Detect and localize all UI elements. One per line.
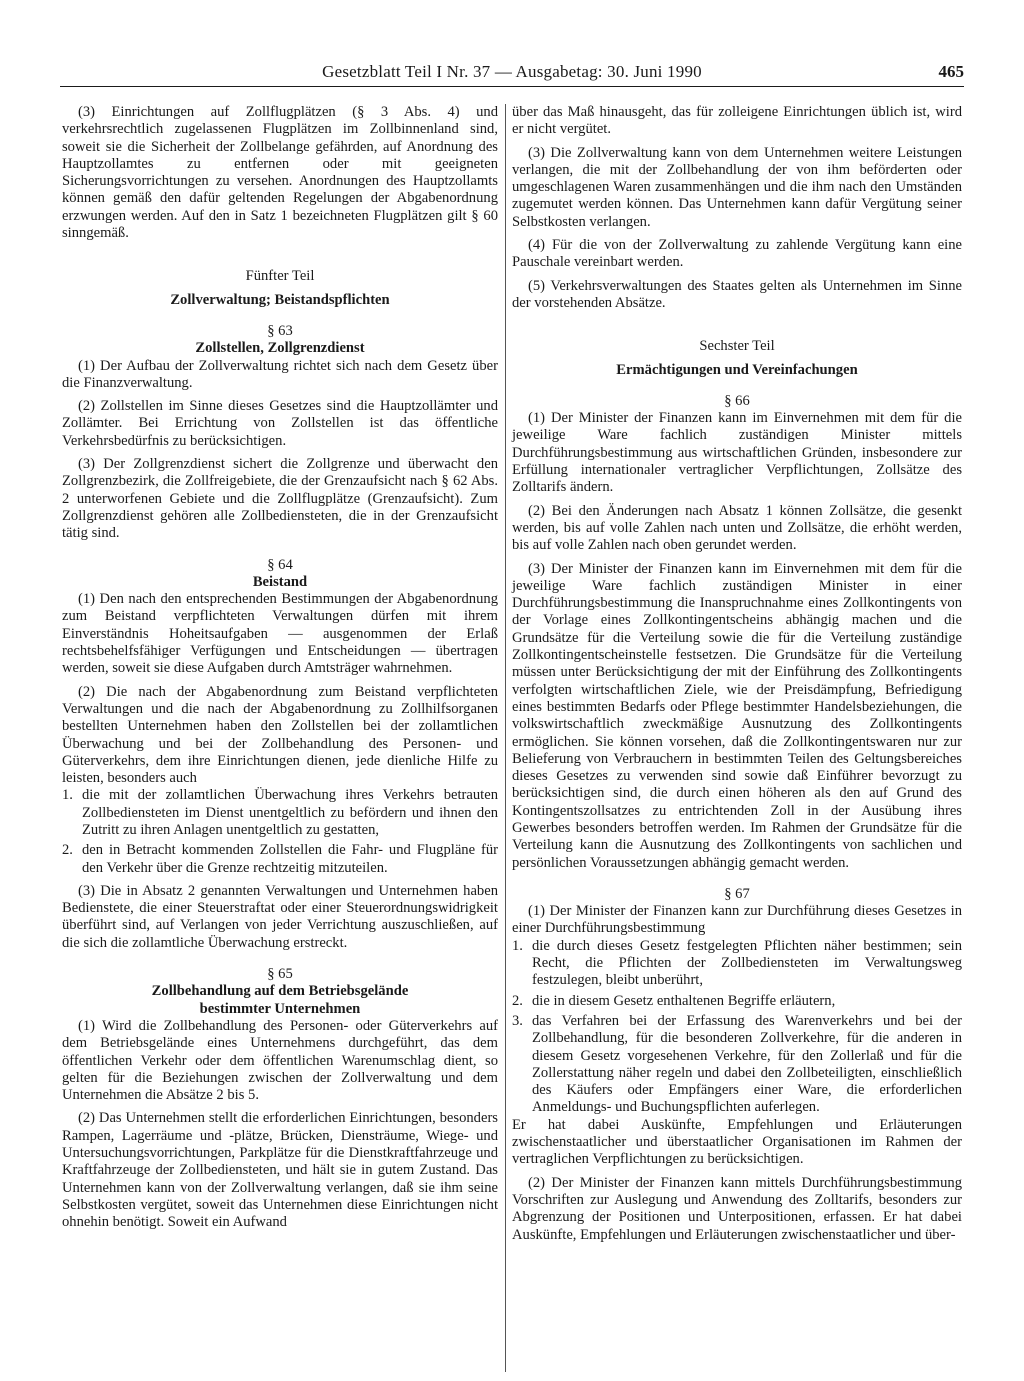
- paragraph: (1) Den nach den entsprechenden Bestimmungen der Abgabenordnung zum Beistand verpflichteten Verwaltungen dürfen mit ihrem Einverständnis Hoheitsaufgaben — ausgenommen der Erlaß rechtsbehelfsfähiger Verfügungen und Entscheidungen — übertragen werden, soweit sie diese Aufgaben durch Amtsträger wahrnehmen.: [62, 591, 498, 677]
- paragraph: (5) Verkehrsverwaltungen des Staates gelten als Unternehmen im Sinne der vorstehenden Absätze.: [512, 277, 962, 311]
- section-number: § 66: [724, 392, 750, 409]
- section-number: § 67: [724, 885, 750, 902]
- paragraph: Er hat dabei Auskünfte, Empfehlungen und Erläuterungen zwischenstaatlicher und überstaatlicher Organisationen im Rahmen der vertraglichen Verpflichtungen zu berücksichtigen.: [512, 1116, 962, 1168]
- paragraph: (2) Das Unternehmen stellt die erforderlichen Einrichtungen, besonders Rampen, Lagerräume und -plätze, Brücken, Diensträume, Wiege- und Untersuchungsvorrichtungen, Parkplätze für die Dienstkraftfahrzeuge und Kraftfahrzeuge der Zollbediensteten, und hält sie in gutem Zustand. Das Unternehmen kann von der Zollverwaltung verlangen, daß sie ihm seine Selbstkosten vergütet, soweit das Unternehmen diese Einrichtungen nicht ohnehin benötigt. Soweit ein Aufwand: [62, 1110, 498, 1231]
- list-item-number: 2.: [62, 842, 73, 859]
- list-item: [62, 787, 498, 839]
- paragraph: (1) Der Minister der Finanzen kann zur Durchführung dieses Gesetzes in einer Durchführungsbestimmung: [512, 903, 962, 937]
- section-title: Zollstellen, Zollgrenzdienst: [195, 340, 365, 357]
- paragraph: (1) Wird die Zollbehandlung des Personen- oder Güterverkehrs auf dem Betriebsgelände eines Unternehmens durchgeführt, das dem öffentlichen Verkehr oder dem öffentlichen Warenumschlag dient, so gelten für die Beziehungen zwischen der Zollverwaltung und dem Unternehmen die Absätze 2 bis 5.: [62, 1017, 498, 1104]
- list-item-text: den in Betracht kommenden Zollstellen die Fahr- und Flugpläne für den Verkehr über die Grenze rechtzeitig mitzuteilen.: [82, 842, 498, 876]
- paragraph: (4) Für die von der Zollverwaltung zu zahlende Vergütung kann eine Pauschale vereinbart werden.: [512, 237, 962, 271]
- list-item-number: 2.: [512, 992, 523, 1009]
- list-item-text: die in diesem Gesetz enthaltenen Begriffe erläutern,: [532, 992, 836, 1009]
- paragraph: (3) Der Zollgrenzdienst sichert die Zollgrenze und überwacht den Zollgrenzbezirk, die Zollfreigebiete, die der Grenzaufsicht nach § 62 Abs. 2 unterworfenen Gebiete und die Zollflugplätze (Grenzaufsicht). Zum Zollgrenzdienst gehören alle Zollbediensteten, die in der Grenzaufsicht tätig sind.: [62, 456, 498, 542]
- list-item-text: die mit der zollamtlichen Überwachung ihres Verkehrs betrauten Zollbediensteten im Dienst unentgeltlich zu befördern und ihnen den Zutritt zu ihren Anlagen unentgeltlich zu gestatten,: [82, 787, 498, 838]
- paragraph: (3) Der Minister der Finanzen kann im Einvernehmen mit dem für die jeweilige Ware fachlich zuständigen Minister in einer Durchführungsbestimmung die Inanspruchnahme eines Zollkontingents von der Vorlage eines Zollkontingentscheins abhängig machen und die Grundsätze für die Verteilung sowie die für die Verteilung zuständige Zollkontingentscheinstelle festsetzen. Die Grundsätze für die Verteilung müssen unter Berücksichtigung der mit der Einführung des Zollkontingents verfolgten wirtschaftlichen Ziele, wie der Preisdämpfung, Befriedigung eines bestimmten Bedarfs oder Pflege bestimmter Handelsbeziehungen, die volkswirtschaftlich zweckmäßige Ausnutzung des Zollkontingents ermöglichen. Sie können vorsehen, daß die Zollkontingentswaren nur zur Belieferung von Verbrauchern in bestimmten Teilen des Geltungsbereiches dieses Gesetzes zu verwenden sind sowie daß Einführer bevorzugt zu berücksichtigen sind, die durch einen höheren als den auf Grund des Kontingentszollsatzes zu entrichtenden Zoll in der Ausübung ihres Gewerbes besonders betroffen werden. Im Rahmen der Grundsätze für die Verteilung kann die Ausnutzung des Zollkontingents von sachlichen und persönlichen Voraussetzungen abhängig gemacht werden.: [512, 560, 962, 871]
- header-rule: [60, 86, 964, 87]
- list-item-number: 1.: [512, 937, 523, 954]
- list-item-number: 3.: [512, 1012, 523, 1029]
- section-title: bestimmter Unternehmen: [199, 1000, 361, 1017]
- section-title: Beistand: [252, 573, 308, 590]
- header-title: Gesetzblatt Teil I Nr. 37 — Ausgabetag: 30. Juni 1990: [322, 62, 702, 81]
- section-number: § 63: [267, 322, 293, 339]
- list-item-number: 1.: [62, 787, 73, 804]
- list-item: [512, 1013, 962, 1117]
- part-title: Zollverwaltung; Beistandspflichten: [170, 291, 390, 308]
- paragraph: (2) Der Minister der Finanzen kann mittels Durchführungsbestimmung Vorschriften zur Auslegung und Anwendung des Zolltarifs, besonders zur Abgrenzung der Positionen und Unterpositionen, erfassen. Er hat dabei Auskünfte, Empfehlungen und Erläuterungen zwischenstaatlicher und über-: [512, 1174, 962, 1243]
- page-number: 465: [938, 62, 964, 81]
- list-item-text: die durch dieses Gesetz festgelegten Pflichten näher bestimmen; sein Recht, die Pflichten der Zollbediensteten im Verwaltungsweg festzulegen, bleibt unberührt,: [532, 937, 962, 989]
- right-column: [512, 104, 962, 1244]
- column-divider: [505, 104, 506, 1372]
- paragraph: (2) Bei den Änderungen nach Absatz 1 können Zollsätze, die gesenkt werden, bis auf volle Zahlen nach unten und Zollsätze, die erhöht werden, bis auf volle Zahlen nach oben gerundet werden.: [512, 502, 962, 554]
- list-item-text: das Verfahren bei der Erfassung des Warenverkehrs und bei der Zollbehandlung, für die besonderen Zollverkehre, für die anderen in diesem Gesetz vorgesehenen Verkehre, für den Zollerlaß und für die Zollerstattung näher regeln und dabei den Zollbeteiligten, einschließlich des Käufers oder Empfängers einer Ware, die erforderlichen Anmeldungs- und Buchungspflichten auferlegen.: [532, 1012, 962, 1116]
- paragraph: (3) Einrichtungen auf Zollflugplätzen (§ 3 Abs. 4) und verkehrsrechtlich zugelassenen Flugplätzen im Zollbinnenland sind, soweit sie die Sicherheit der Zollbelange gefährden, auf Anordnung des Hauptzollamtes zu entfernen oder mit geeigneten Sicherungsvorrichtungen zu versehen. Anordnungen des Hauptzollamts können gemäß den dafür geltenden Regelungen der Abgabenordnung erzwungen werden. Auf den in Satz 1 bezeichneten Flugplätzen gilt § 60 sinngemäß.: [62, 104, 498, 242]
- paragraph: (1) Der Minister der Finanzen kann im Einvernehmen mit dem für die jeweilige Ware fachlich zuständigen Minister mittels Durchführungsbestimmung aus wirtschaftlichen Gründen, insbesondere zur Erfüllung internationaler vertraglicher Verpflichtungen, Zollsätze des Zolltarifs ändern.: [512, 410, 962, 496]
- paragraph: (2) Zollstellen im Sinne dieses Gesetzes sind die Hauptzollämter und Zollämter. Bei Errichtung von Zollstellen ist das öffentliche Verkehrsbedürfnis zu berücksichtigen.: [62, 398, 498, 449]
- section-title: Zollbehandlung auf dem Betriebsgelände: [151, 983, 409, 1000]
- part-heading: Fünfter Teil: [245, 268, 315, 285]
- paragraph: (2) Die nach der Abgabenordnung zum Beistand verpflichteten Verwaltungen und die nach der Abgabenordnung zu Zollhilfsorganen bestellten Unternehmen haben den Zollstellen bei der zollamtlichen Überwachung und bei der Zollbehandlung des Personen- und Güterverkehrs, dem ihre Einrichtungen dienen, jede dienliche Hilfe zu leisten, besonders auch: [62, 683, 498, 787]
- list-item: [62, 842, 498, 877]
- section-number: § 65: [267, 966, 293, 983]
- left-column: [62, 104, 498, 1232]
- section-number: § 64: [267, 556, 293, 573]
- paragraph: (3) Die in Absatz 2 genannten Verwaltungen und Unternehmen haben Bedienstete, die einer Steuerstraftat oder einer Steuerordnungswidrigkeit überführt sind, auf Verlangen von jeder Verrichtung auszuschließen, auf die sich die zollamtliche Überwachung erstreckt.: [62, 882, 498, 951]
- list-item: [512, 993, 962, 1010]
- paragraph: (3) Die Zollverwaltung kann von dem Unternehmen weitere Leistungen verlangen, die mit der Zollbehandlung der von ihm beförderten oder umgeschlagenen Waren zusammenhängen und die ihm nach den Umständen zugemutet werden können. Das Unternehmen kann dafür Vergütung seiner Selbstkosten verlangen.: [512, 144, 962, 230]
- part-heading: Sechster Teil: [699, 338, 775, 355]
- part-title: Ermächtigungen und Vereinfachungen: [616, 361, 858, 378]
- paragraph: über das Maß hinausgeht, das für zolleigene Einrichtungen üblich ist, wird er nicht vergütet.: [512, 104, 962, 138]
- paragraph: (1) Der Aufbau der Zollverwaltung richtet sich nach dem Gesetz über die Finanzverwaltung.: [62, 357, 498, 391]
- page-header: [60, 62, 964, 86]
- list-item: [512, 938, 962, 990]
